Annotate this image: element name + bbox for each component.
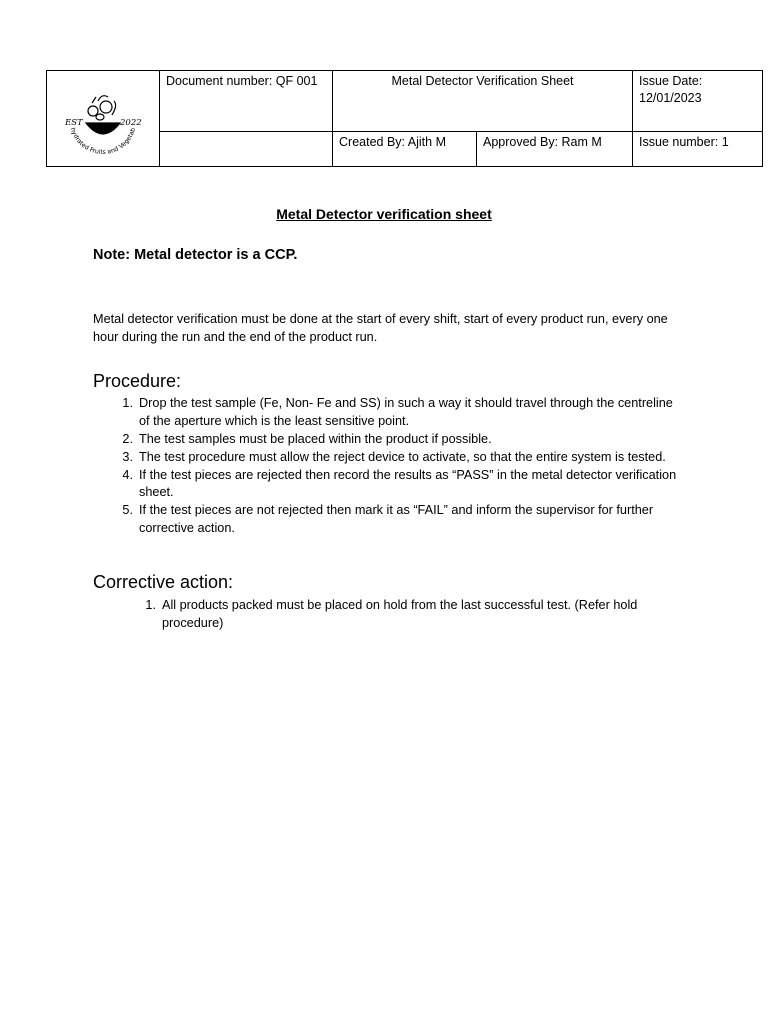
company-logo — [48, 71, 158, 161]
issue-number-cell: Issue number: 1 — [633, 132, 763, 167]
created-by-cell: Created By: Ajith M — [333, 132, 477, 167]
step-number: 3. — [122, 449, 133, 464]
procedure-heading: Procedure: — [93, 371, 182, 391]
corrective-step — [145, 597, 682, 632]
step-number: 5. — [122, 503, 133, 517]
sheet-title-cell: Metal Detector Verification Sheet — [333, 71, 633, 132]
procedure-step — [122, 431, 684, 449]
step-number: 1. — [122, 396, 133, 410]
logo-year: 2022 — [120, 118, 142, 128]
salad-bowl-icon — [86, 96, 120, 134]
corrective-action-list — [145, 597, 682, 633]
intro-paragraph: Metal detector verification must be done at the start of every shift, start of every product run, every one hour during the run and the end of the product run. — [93, 312, 668, 344]
logo-company-name — [48, 71, 148, 74]
document-number-blank-cell — [160, 132, 333, 167]
procedure-step — [122, 449, 684, 467]
step-text: All products packed must be placed on hold from the last successful test. (Refer hold procedure) — [162, 598, 638, 630]
step-text: The test samples must be placed within the product if possible. — [139, 431, 492, 446]
procedure-list — [122, 395, 684, 538]
procedure-step — [122, 467, 684, 502]
step-number: 2. — [122, 431, 133, 446]
procedure-step — [122, 502, 684, 537]
approved-by-cell: Approved By: Ram M — [477, 132, 633, 167]
step-text: If the test pieces are not rejected then mark it as “FAIL” and inform the supervisor for further corrective action. — [139, 503, 654, 535]
company-logo-cell — [47, 71, 160, 167]
step-number: 1. — [145, 598, 156, 612]
document-header-table — [46, 70, 763, 167]
step-number: 4. — [122, 467, 133, 482]
step-text: If the test pieces are rejected then record the results as “PASS” in the metal detector verification sheet. — [139, 467, 677, 499]
corrective-action-heading: Corrective action: — [93, 572, 234, 592]
document-number-cell: Document number: QF 001 — [160, 71, 333, 132]
logo-est: EST — [65, 118, 83, 128]
logo-tagline: hydrated Fruits and Vegetab — [68, 126, 138, 156]
issue-date-cell: Issue Date: 12/01/2023 — [633, 71, 763, 132]
ccp-note: Note: Metal detector is a CCP. — [93, 247, 298, 263]
page-title: Metal Detector verification sheet — [276, 206, 492, 222]
procedure-step — [122, 395, 684, 430]
step-text: The test procedure must allow the reject device to activate, so that the entire system is tested. — [139, 449, 666, 464]
step-text: Drop the test sample (Fe, Non- Fe and SS) in such a way it should travel through the centreline of the aperture which is the least sensitive point. — [139, 396, 673, 428]
